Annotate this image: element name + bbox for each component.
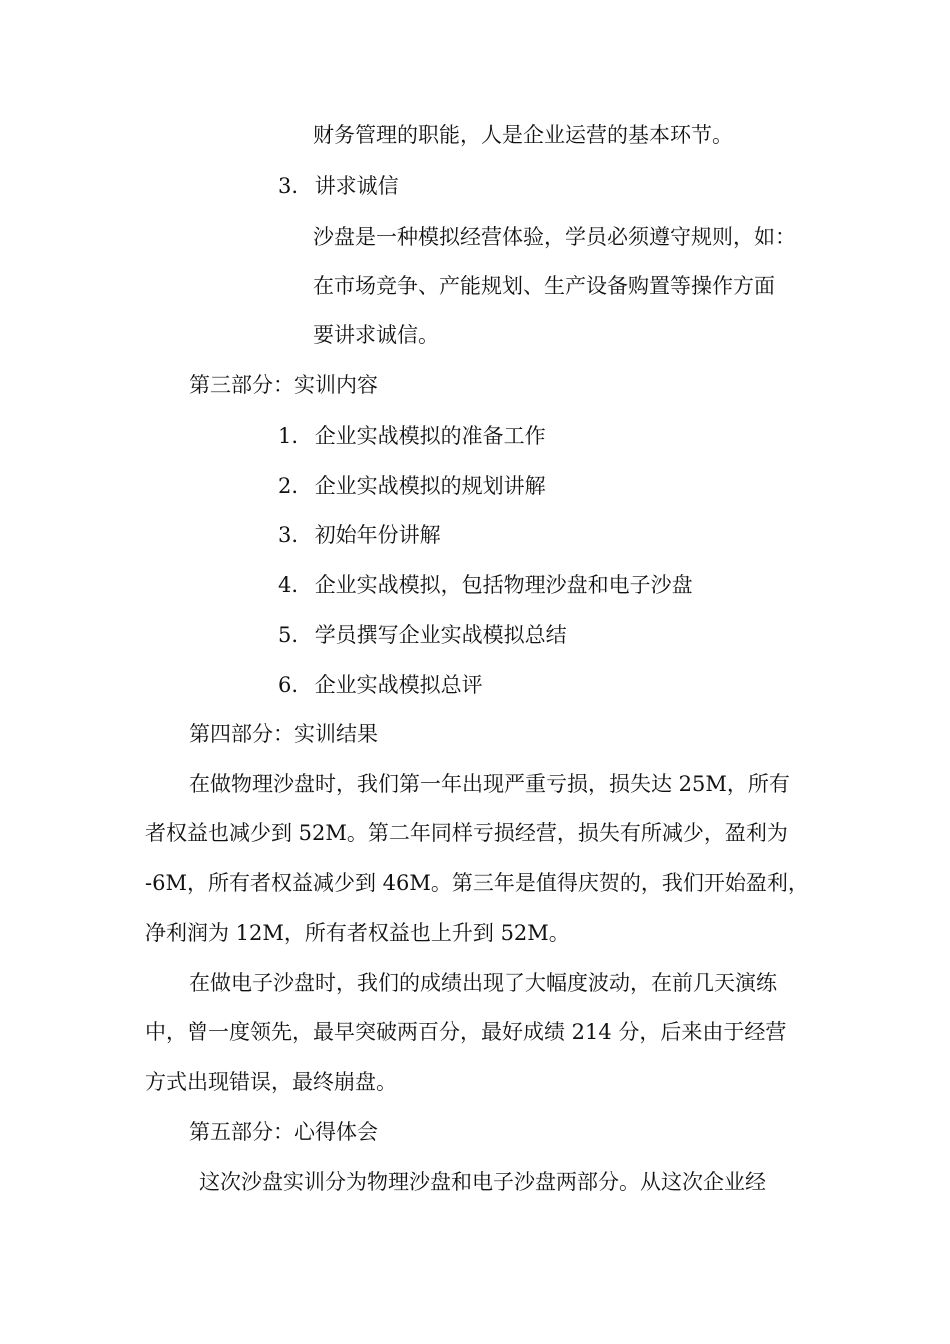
list-number: 2. [278,474,299,498]
body-text-line: 要讲求诚信。 [313,323,439,347]
list-item [278,471,546,501]
list-number: 6. [278,673,299,697]
section-heading: 第四部分：实训结果 [189,722,378,746]
list-item [278,620,567,650]
list-item [278,421,546,451]
list-item-text: 初始年份讲解 [314,523,441,547]
body-text-line: 者权益也减少到 52M。第二年同样亏损经营，损失有所减少，盈利为 [145,821,788,845]
list-number: 4. [278,573,299,597]
list-number: 3. [278,174,299,198]
section-heading: 第三部分：实训内容 [189,373,378,397]
list-number: 3. [278,523,299,547]
list-item-text: 企业实战模拟，包括物理沙盘和电子沙盘 [314,573,693,597]
list-number: 1. [278,424,299,448]
continued-text-line: 财务管理的职能，人是企业运营的基本环节。 [313,123,733,147]
body-text-line: 沙盘是一种模拟经营体验，学员必须遵守规则，如： [313,225,796,249]
list-number: 5. [278,623,299,647]
list-item-text: 企业实战模拟总评 [314,673,483,697]
body-text-line: -6M，所有者权益减少到 46M。第三年是值得庆贺的，我们开始盈利， [145,871,809,895]
section-heading: 第五部分：心得体会 [189,1120,378,1144]
list-item-text: 企业实战模拟的准备工作 [314,424,546,448]
body-text-line: 这次沙盘实训分为物理沙盘和电子沙盘两部分。从这次企业经 [199,1170,766,1194]
body-text-line: 在做电子沙盘时，我们的成绩出现了大幅度波动，在前几天演练 [189,971,777,995]
body-text-line: 在做物理沙盘时，我们第一年出现严重亏损，损失达 25M，所有 [189,772,790,796]
list-item-honesty [278,171,399,201]
body-text-line: 中，曾一度领先，最早突破两百分，最好成绩 214 分，后来由于经营 [145,1020,787,1044]
body-text-line: 在市场竞争、产能规划、生产设备购置等操作方面 [313,274,775,298]
list-item [278,520,441,550]
list-item-text: 学员撰写企业实战模拟总结 [314,623,567,647]
body-text-line: 净利润为 12M，所有者权益也上升到 52M。 [145,921,570,945]
list-item-title: 讲求诚信 [314,174,399,198]
body-text-line: 方式出现错误，最终崩盘。 [145,1070,397,1094]
list-item-text: 企业实战模拟的规划讲解 [314,474,546,498]
list-item [278,670,483,700]
list-item [278,570,693,600]
